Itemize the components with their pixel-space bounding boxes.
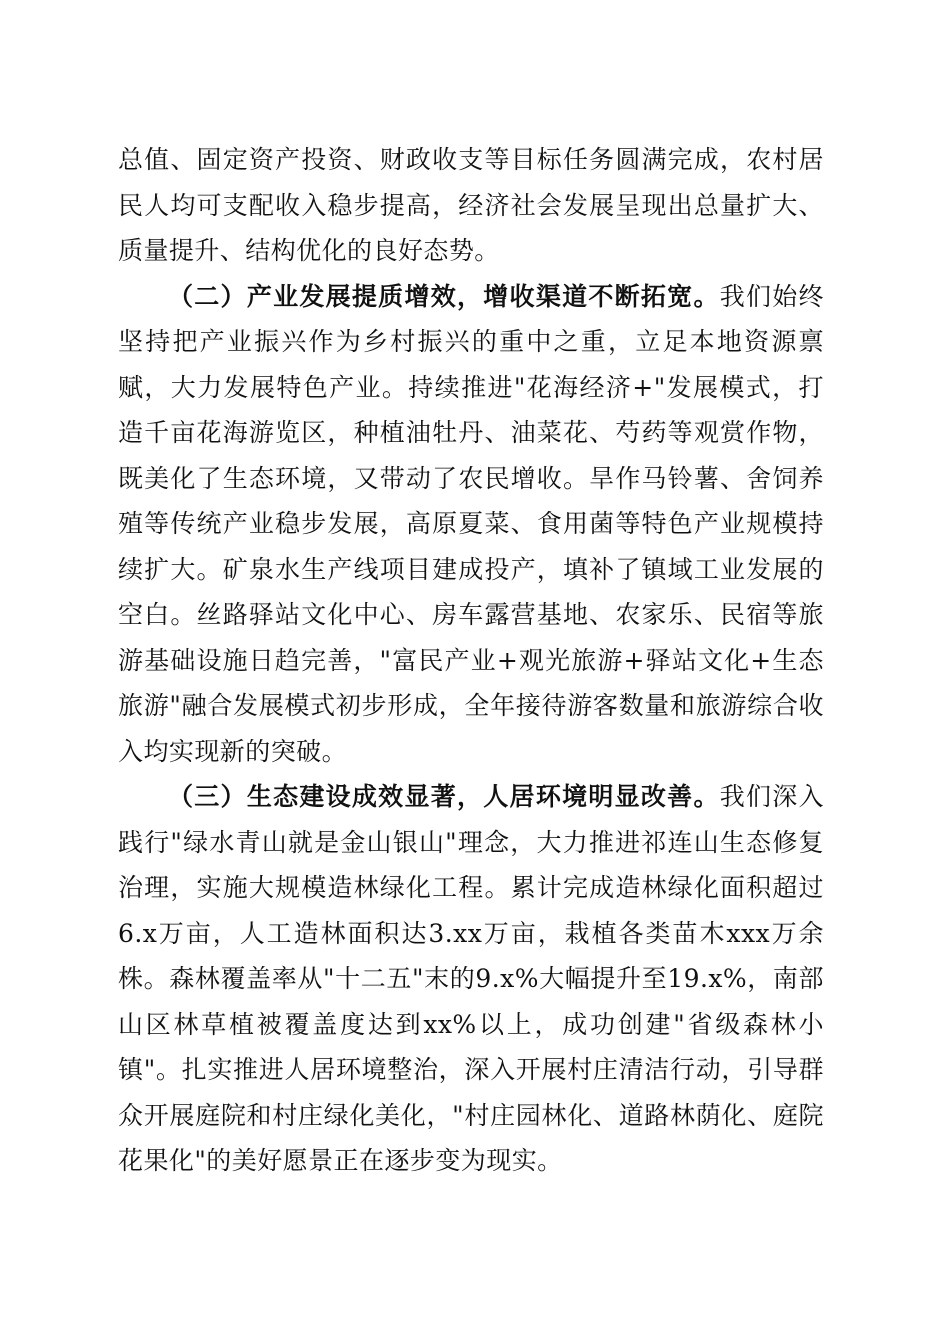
paragraph-ecological-construction <box>118 774 824 1184</box>
document-body <box>118 137 824 1184</box>
paragraph-heading: （二）产业发展提质增效，增收渠道不断拓宽。 <box>168 281 720 311</box>
paragraph-text: 我们深入践行"绿水青山就是金山银山"理念，大力推进祁连山生态修复治理，实施大规模造林绿化工程。累计完成造林绿化面积超过6.x万亩，人工造林面积达3.xx万亩，栽植各类苗木xxx万余株。森林覆盖率从"十二五"末的9.x%大幅提升至19.x%，南部山区林草植被覆盖度达到xx%以上，成功创建"省级森林小镇"。扎实推进人居环境整治，深入开展村庄清洁行动，引导群众开展庭院和村庄绿化美化，"村庄园林化、道路林荫化、庭院花果化"的美好愿景正在逐步变为现实。 <box>118 782 825 1175</box>
paragraph-text: 总值、固定资产投资、财政收支等目标任务圆满完成，农村居民人均可支配收入稳步提高，经济社会发展呈现出总量扩大、质量提升、结构优化的良好态势。 <box>118 145 824 265</box>
paragraph-continuation <box>118 137 824 274</box>
paragraph-text: 我们始终坚持把产业振兴作为乡村振兴的重中之重，立足本地资源禀赋，大力发展特色产业。持续推进"花海经济+"发展模式，打造千亩花海游览区，种植油牡丹、油菜花、芍药等观赏作物，既美化了生态环境，又带动了农民增收。旱作马铃薯、舍饲养殖等传统产业稳步发展，高原夏菜、食用菌等特色产业规模持续扩大。矿泉水生产线项目建成投产，填补了镇域工业发展的空白。丝路驿站文化中心、房车露营基地、农家乐、民宿等旅游基础设施日趋完善，"富民产业+观光旅游+驿站文化+生态旅游"融合发展模式初步形成，全年接待游客数量和旅游综合收入均实现新的突破。 <box>118 281 825 766</box>
paragraph-industry-development <box>118 274 824 775</box>
paragraph-heading: （三）生态建设成效显著，人居环境明显改善。 <box>168 782 720 811</box>
